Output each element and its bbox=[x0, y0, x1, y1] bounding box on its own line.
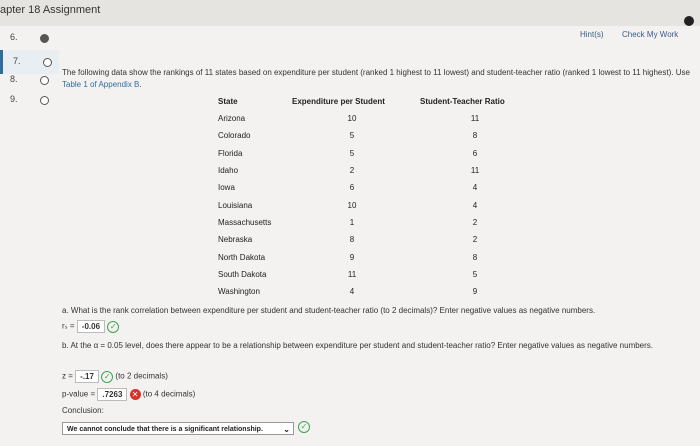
part-a-prompt: a. What is the rank correlation between expenditure per student and student-teacher ratio (to 2 decimals)? Enter negative values as negative numbers. bbox=[62, 306, 596, 315]
status-icon bbox=[43, 58, 52, 67]
cell-state: Nebraska bbox=[218, 235, 253, 245]
table-row bbox=[214, 231, 534, 248]
cell-ratio: 5 bbox=[472, 269, 478, 279]
table-row bbox=[214, 196, 534, 213]
conclusion-selected-value: We cannot conclude that there is a significant relationship. bbox=[67, 426, 263, 433]
nav-item-q6[interactable] bbox=[0, 26, 56, 50]
z-precision-note: (to 2 decimals) bbox=[115, 371, 168, 381]
correct-check-icon: ✓ bbox=[107, 321, 119, 333]
conclusion-select[interactable] bbox=[62, 422, 294, 435]
info-icon[interactable] bbox=[684, 16, 694, 26]
table-row bbox=[214, 145, 534, 162]
cell-state: Massachusetts bbox=[218, 217, 272, 227]
nav-item-label: 9. bbox=[10, 94, 18, 104]
part-b-prompt: b. At the α = 0.05 level, does there appear to be a relationship between expenditure per student and student-teacher ratio? Enter negative values as negative numbers. bbox=[62, 341, 654, 350]
table-row bbox=[214, 127, 534, 144]
cell-expenditure: 9 bbox=[349, 252, 355, 262]
cell-ratio: 2 bbox=[472, 235, 478, 245]
incorrect-x-icon: ✕ bbox=[130, 389, 141, 400]
p-value-label: p-value = bbox=[62, 389, 96, 399]
cell-ratio: 9 bbox=[472, 287, 478, 297]
cell-expenditure: 2 bbox=[349, 166, 355, 176]
p-value-input[interactable]: .7263 bbox=[97, 388, 127, 401]
appendix-table-link[interactable]: Table 1 of Appendix B bbox=[62, 80, 140, 89]
cell-ratio: 2 bbox=[472, 217, 478, 227]
rank-correlation-label: rₛ = bbox=[62, 321, 75, 331]
question-nav bbox=[0, 26, 56, 446]
cell-ratio: 8 bbox=[472, 252, 478, 262]
cell-expenditure: 10 bbox=[347, 200, 357, 210]
nav-item-q9[interactable] bbox=[0, 88, 56, 112]
cell-expenditure: 11 bbox=[347, 269, 357, 279]
part-a-answer bbox=[62, 320, 119, 333]
cell-expenditure: 6 bbox=[349, 183, 355, 193]
z-label: z = bbox=[62, 371, 73, 381]
p-value-answer-row bbox=[62, 388, 195, 401]
cell-ratio: 11 bbox=[470, 114, 480, 124]
cell-expenditure: 5 bbox=[349, 131, 355, 141]
status-icon bbox=[40, 96, 49, 105]
rank-correlation-input[interactable]: -0.06 bbox=[77, 320, 105, 333]
cell-state: Colorado bbox=[218, 131, 251, 141]
cell-state: Florida bbox=[218, 148, 243, 158]
question-intro bbox=[62, 67, 692, 91]
cell-state: Washington bbox=[218, 287, 260, 297]
table-row bbox=[214, 283, 534, 300]
status-icon bbox=[40, 34, 49, 43]
nav-item-label: 6. bbox=[10, 32, 18, 42]
assignment-title: apter 18 Assignment bbox=[0, 4, 101, 16]
cell-state: Idaho bbox=[218, 166, 239, 176]
cell-expenditure: 10 bbox=[347, 114, 357, 124]
nav-item-label: 8. bbox=[10, 74, 18, 84]
table-row bbox=[214, 162, 534, 179]
cell-state: Louisiana bbox=[218, 200, 253, 210]
cell-expenditure: 8 bbox=[349, 235, 355, 245]
intro-end: . bbox=[139, 80, 142, 89]
column-header-ratio: Student-Teacher Ratio bbox=[420, 96, 505, 106]
cell-expenditure: 1 bbox=[349, 217, 355, 227]
correct-check-icon: ✓ bbox=[101, 371, 113, 383]
cell-expenditure: 4 bbox=[349, 287, 355, 297]
table-row bbox=[214, 110, 534, 127]
table-header-row bbox=[214, 92, 534, 110]
chevron-down-icon: ⌄ bbox=[283, 425, 290, 434]
check-my-work-button[interactable]: Check My Work bbox=[622, 30, 679, 39]
cell-state: North Dakota bbox=[218, 252, 266, 262]
cell-expenditure: 5 bbox=[349, 148, 355, 158]
cell-ratio: 11 bbox=[470, 166, 480, 176]
table-row bbox=[214, 266, 534, 283]
conclusion-label: Conclusion: bbox=[62, 406, 104, 415]
z-answer-row bbox=[62, 370, 168, 383]
cell-ratio: 6 bbox=[472, 148, 478, 158]
rankings-table bbox=[214, 92, 534, 300]
z-input[interactable]: -.17 bbox=[75, 370, 99, 383]
cell-ratio: 4 bbox=[472, 200, 478, 210]
column-header-expenditure: Expenditure per Student bbox=[292, 96, 385, 106]
nav-item-label: 7. bbox=[13, 56, 21, 66]
cell-ratio: 4 bbox=[472, 183, 478, 193]
cell-state: Arizona bbox=[218, 114, 246, 124]
status-icon bbox=[40, 76, 49, 85]
intro-text: The following data show the rankings of 11 states based on expenditure per student (ranked 1 highest to 11 lowest) and student-teacher ratio (ranked 1 lowest to 11 highest). Use bbox=[62, 68, 690, 77]
assignment-header bbox=[0, 0, 700, 26]
table-row bbox=[214, 179, 534, 196]
cell-state: Iowa bbox=[218, 183, 235, 193]
hints-button[interactable]: Hint(s) bbox=[580, 30, 604, 39]
cell-ratio: 8 bbox=[472, 131, 478, 141]
correct-check-icon: ✓ bbox=[298, 421, 310, 433]
column-header-state: State bbox=[218, 96, 238, 106]
table-row bbox=[214, 248, 534, 265]
p-value-precision-note: (to 4 decimals) bbox=[142, 389, 196, 399]
cell-state: South Dakota bbox=[218, 269, 267, 279]
table-row bbox=[214, 214, 534, 231]
